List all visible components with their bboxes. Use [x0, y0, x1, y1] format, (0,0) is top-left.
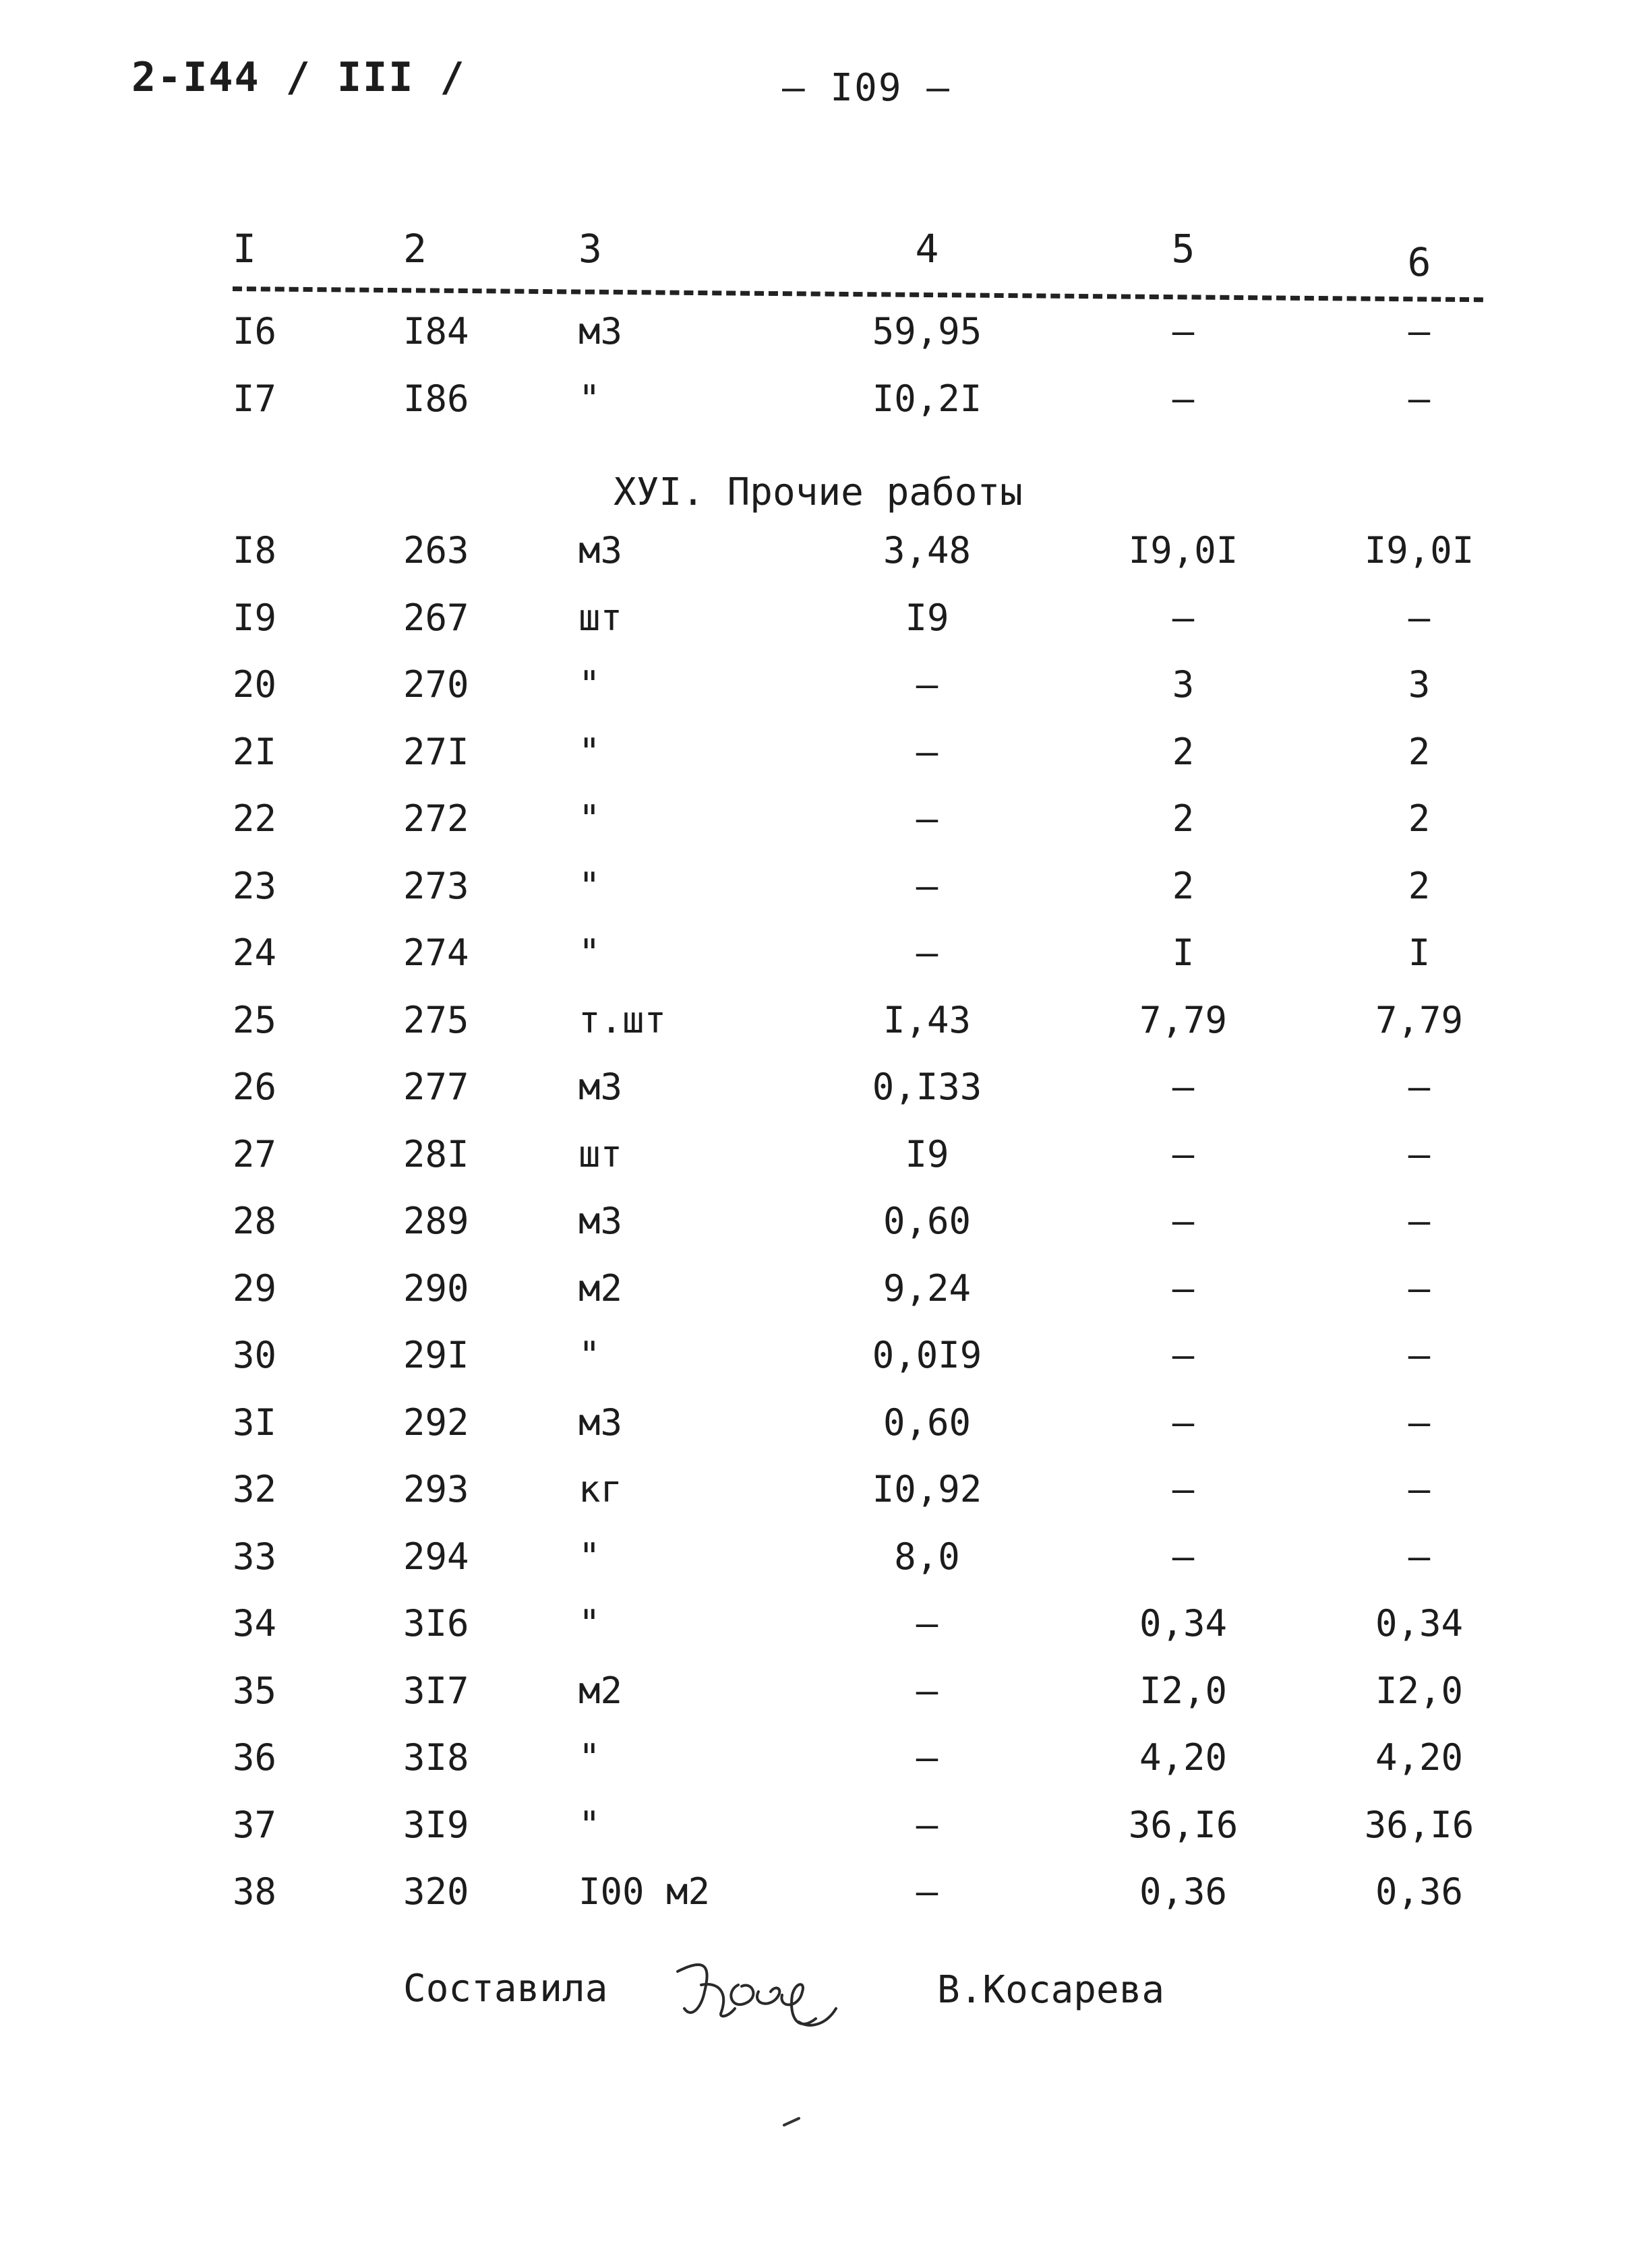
column-6-cell: I2,0	[1375, 1669, 1464, 1712]
column-4-cell: 9,24	[883, 1267, 972, 1310]
unit-cell: "	[578, 931, 601, 974]
row-number-cell: 27	[233, 1133, 277, 1175]
column-6-cell: I	[1408, 931, 1431, 974]
code-cell: 3I7	[403, 1669, 469, 1712]
code-cell: 3I6	[403, 1602, 469, 1645]
column-6-cell: –	[1408, 1468, 1431, 1510]
unit-cell: "	[578, 663, 601, 706]
column-6-cell: –	[1408, 1334, 1431, 1376]
column-5-cell: I2,0	[1139, 1669, 1228, 1712]
row-number-cell: 23	[233, 865, 277, 907]
row-number-cell: 29	[233, 1267, 277, 1310]
unit-cell: "	[578, 377, 601, 420]
column-4-cell: –	[916, 731, 938, 773]
code-cell: 290	[403, 1267, 469, 1310]
column-5-cell: 4,20	[1139, 1736, 1228, 1779]
column-4-cell: 0,I33	[872, 1066, 982, 1108]
column-6-cell: 0,34	[1375, 1602, 1464, 1645]
code-cell: 275	[403, 999, 469, 1041]
column-6-cell: 0,36	[1375, 1870, 1464, 1913]
row-number-cell: 25	[233, 999, 277, 1041]
column-4-cell: –	[916, 931, 938, 974]
column-4-cell: 3,48	[883, 529, 972, 572]
code-cell: 289	[403, 1200, 469, 1242]
row-number-cell: 33	[233, 1535, 277, 1578]
unit-cell: "	[578, 1804, 601, 1846]
column-4-cell: 59,95	[872, 310, 982, 353]
unit-cell: м3	[578, 1200, 623, 1242]
column-5-cell: 7,79	[1139, 999, 1228, 1041]
code-cell: 292	[403, 1401, 469, 1444]
unit-cell: м2	[578, 1669, 623, 1712]
code-cell: 28I	[403, 1133, 469, 1175]
code-cell: 272	[403, 797, 469, 840]
row-number-cell: 36	[233, 1736, 277, 1779]
column-6-cell: –	[1408, 1200, 1431, 1242]
code-cell: 277	[403, 1066, 469, 1108]
unit-cell: "	[578, 797, 601, 840]
column-6-cell: 36,I6	[1364, 1804, 1474, 1846]
row-number-cell: 2I	[233, 731, 277, 773]
code-cell: I86	[403, 377, 469, 420]
column-5-cell: –	[1172, 310, 1195, 353]
column-6-cell: 2	[1408, 865, 1431, 907]
column-5-cell: –	[1172, 596, 1195, 639]
column-header-5: 5	[1171, 226, 1195, 272]
column-4-cell: –	[916, 1870, 938, 1913]
column-4-cell: –	[916, 865, 938, 907]
column-4-cell: –	[916, 1669, 938, 1712]
unit-cell: "	[578, 731, 601, 773]
row-number-cell: 3I	[233, 1401, 277, 1444]
code-cell: 267	[403, 596, 469, 639]
column-4-cell: 0,0I9	[872, 1334, 982, 1376]
unit-cell: м3	[578, 310, 623, 353]
unit-cell: шт	[578, 1133, 623, 1175]
column-6-cell: –	[1408, 1535, 1431, 1578]
unit-cell: м3	[578, 529, 623, 572]
column-6-cell: 7,79	[1375, 999, 1464, 1041]
code-cell: 263	[403, 529, 469, 572]
column-5-cell: 2	[1172, 731, 1195, 773]
column-6-cell: –	[1408, 377, 1431, 420]
unit-cell: I00 м2	[578, 1870, 711, 1913]
column-6-cell: –	[1408, 1133, 1431, 1175]
column-5-cell: 3	[1172, 663, 1195, 706]
column-5-cell: 2	[1172, 865, 1195, 907]
column-header-2: 2	[403, 226, 427, 272]
header-dashed-rule	[233, 286, 1483, 302]
code-cell: 273	[403, 865, 469, 907]
unit-cell: "	[578, 1602, 601, 1645]
row-number-cell: 22	[233, 797, 277, 840]
column-5-cell: 0,36	[1139, 1870, 1228, 1913]
row-number-cell: I7	[233, 377, 277, 420]
column-6-cell: –	[1408, 310, 1431, 353]
column-5-cell: –	[1172, 1401, 1195, 1444]
column-4-cell: –	[916, 1602, 938, 1645]
column-6-cell: –	[1408, 1401, 1431, 1444]
unit-cell: кг	[578, 1468, 623, 1510]
column-4-cell: –	[916, 1804, 938, 1846]
column-5-cell: I	[1172, 931, 1195, 974]
row-number-cell: 37	[233, 1804, 277, 1846]
column-4-cell: I9	[905, 596, 949, 639]
row-number-cell: 38	[233, 1870, 277, 1913]
column-5-cell: 36,I6	[1128, 1804, 1239, 1846]
column-4-cell: –	[916, 663, 938, 706]
column-4-cell: I,43	[883, 999, 972, 1041]
code-cell: 293	[403, 1468, 469, 1510]
column-4-cell: I0,2I	[872, 377, 982, 420]
row-number-cell: I9	[233, 596, 277, 639]
unit-cell: м2	[578, 1267, 623, 1310]
compiler-name: В.Косарева	[937, 1968, 1165, 2012]
column-header-4: 4	[915, 226, 939, 272]
unit-cell: "	[578, 1736, 601, 1779]
column-4-cell: –	[916, 1736, 938, 1779]
unit-cell: м3	[578, 1066, 623, 1108]
unit-cell: шт	[578, 596, 623, 639]
column-4-cell: 8,0	[894, 1535, 960, 1578]
compiled-by-label: Составила	[403, 1967, 608, 2011]
column-header-3: 3	[578, 226, 602, 272]
code-cell: 27I	[403, 731, 469, 773]
column-5-cell: –	[1172, 377, 1195, 420]
column-5-cell: –	[1172, 1133, 1195, 1175]
unit-cell: м3	[578, 1401, 623, 1444]
column-5-cell: –	[1172, 1468, 1195, 1510]
column-4-cell: I0,92	[872, 1468, 982, 1510]
code-cell: I84	[403, 310, 469, 353]
column-5-cell: –	[1172, 1267, 1195, 1310]
row-number-cell: 34	[233, 1602, 277, 1645]
code-cell: 274	[403, 931, 469, 974]
stray-mark-icon	[782, 2116, 801, 2127]
column-5-cell: –	[1172, 1200, 1195, 1242]
signature-icon	[664, 1944, 846, 2039]
column-6-cell: 4,20	[1375, 1736, 1464, 1779]
column-5-cell: I9,0I	[1128, 529, 1239, 572]
column-5-cell: 0,34	[1139, 1602, 1228, 1645]
column-4-cell: –	[916, 797, 938, 840]
column-4-cell: I9	[905, 1133, 949, 1175]
section-title: XУI. Прочие работы	[614, 470, 1023, 514]
row-number-cell: 20	[233, 663, 277, 706]
column-6-cell: 2	[1408, 731, 1431, 773]
code-cell: 3I9	[403, 1804, 469, 1846]
column-5-cell: –	[1172, 1535, 1195, 1578]
column-6-cell: 3	[1408, 663, 1431, 706]
code-cell: 294	[403, 1535, 469, 1578]
document-code: 2-I44 / III /	[131, 54, 466, 101]
row-number-cell: 26	[233, 1066, 277, 1108]
code-cell: 320	[403, 1870, 469, 1913]
unit-cell: "	[578, 1334, 601, 1376]
code-cell: 3I8	[403, 1736, 469, 1779]
column-5-cell: 2	[1172, 797, 1195, 840]
column-6-cell: –	[1408, 596, 1431, 639]
row-number-cell: 28	[233, 1200, 277, 1242]
unit-cell: "	[578, 1535, 601, 1578]
column-6-cell: –	[1408, 1066, 1431, 1108]
row-number-cell: 35	[233, 1669, 277, 1712]
row-number-cell: I8	[233, 529, 277, 572]
row-number-cell: 30	[233, 1334, 277, 1376]
column-header-6: 6	[1407, 239, 1431, 285]
row-number-cell: I6	[233, 310, 277, 353]
column-6-cell: I9,0I	[1364, 529, 1474, 572]
row-number-cell: 24	[233, 931, 277, 974]
column-header-1: I	[233, 226, 256, 272]
column-4-cell: 0,60	[883, 1401, 972, 1444]
unit-cell: т.шт	[578, 999, 667, 1041]
code-cell: 270	[403, 663, 469, 706]
column-5-cell: –	[1172, 1066, 1195, 1108]
column-4-cell: 0,60	[883, 1200, 972, 1242]
column-6-cell: –	[1408, 1267, 1431, 1310]
column-5-cell: –	[1172, 1334, 1195, 1376]
page-number: – I09 –	[782, 66, 951, 110]
column-6-cell: 2	[1408, 797, 1431, 840]
row-number-cell: 32	[233, 1468, 277, 1510]
code-cell: 29I	[403, 1334, 469, 1376]
unit-cell: "	[578, 865, 601, 907]
